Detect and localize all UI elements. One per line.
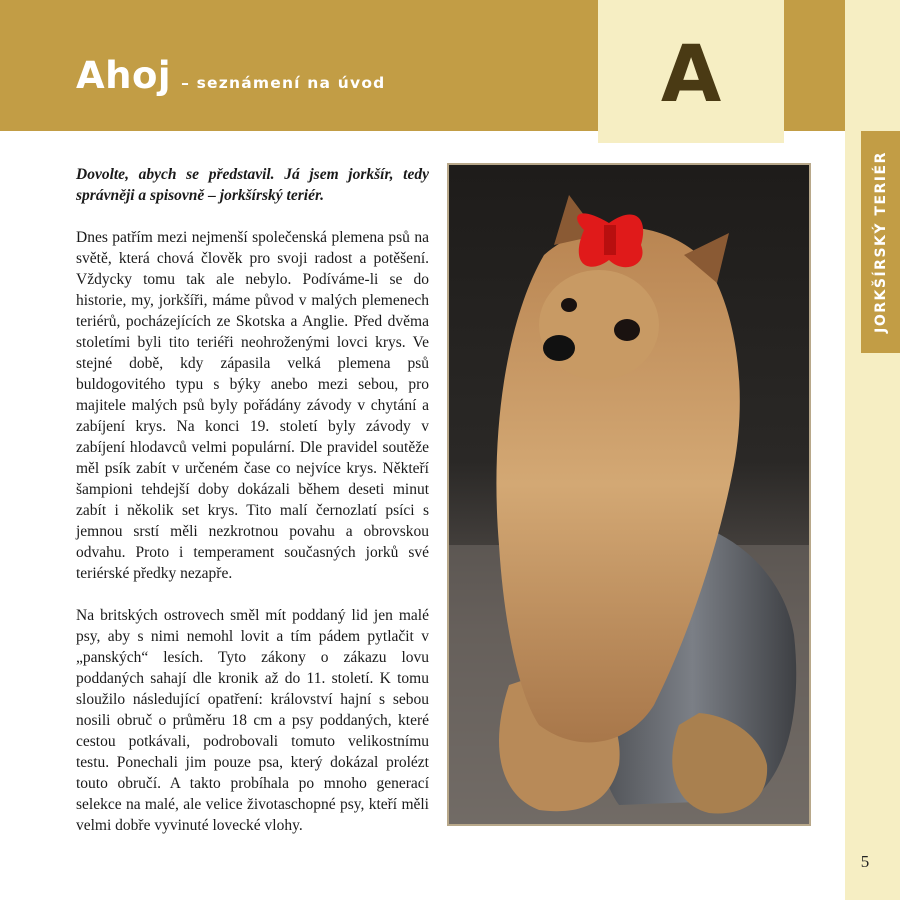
chapter-title-main: Ahoj [76,54,172,97]
dog-photo [447,163,811,826]
body-paragraph-1: Dnes patřím mezi nejmenší společenská plemena psů na světě, která chová člověk pro svoji radost a potěšení. Vždycky tomu tak ale nebylo. Podíváme-li se do historie, my, jorkšíři, máme původ v malých plemenech teriérů, pocházejících ze Skotska a Anglie. Před dvěma stoletími byli tito teriéři neohroženými lovci krys. Ve stejné době, kdy zápasila velká plemena psů buldogovitého typu s býky anebo mezi sebou, pro majitele malých psů byly pořádány závody v chytání a zabíjení krys. Na konci 19. století byly závody v zabíjení hlodavců velmi populární. Dle pravidel soutěže měl psík zabít v určeném čase co nejvíce krys. Někteří šampioni tehdejší doby dokázali během deseti minut zabít i několik set krys. Tito malí černozlatí psíci s jemnou srstí měli nezkrotnou povahu a obrovskou odvahu. Proto i temperament současných jorků své teriérské předky nezapře. [76,229,429,582]
page-number: 5 [860,852,870,871]
article-body [76,164,429,857]
body-paragraph-2: Na britských ostrovech směl mít poddaný lid jen malé psy, aby s nimi nemohl lovit a tím pádem pytlačit v „panských“ lesích. Tyto zákony o zákazu lovu poddaných sahají dle kronik až do 11. století. K tomu sloužilo následující opatření: království hajní s sebou nosili obruč o průměru 18 cm a psy poddaných, které cestou potkávali, podrobovali tomuto velikostnímu testu. Ponechali jim pouze psa, který dokázal prolézt touto obručí. A takto probíhala po mnoho generací selekce na malé, ale velice životaschopné psy, kteří měli velmi dobře vyvinuté lovecké vlohy. [76,607,429,834]
side-tab-label: JORKŠÍRSKÝ TERIÉR [872,151,889,333]
chapter-letter: A [660,30,722,120]
intro-paragraph: Dovolte, abych se představil. Já jsem jorkšír, tedy správněji a spisovně – jorkšírský teriér. [76,166,429,204]
chapter-letter-box [598,0,784,143]
chapter-title-sub: – seznámení na úvod [181,74,386,92]
chapter-title [76,54,385,97]
side-tab-label-wrap [861,131,900,353]
yorkshire-terrier-photo [449,165,809,824]
